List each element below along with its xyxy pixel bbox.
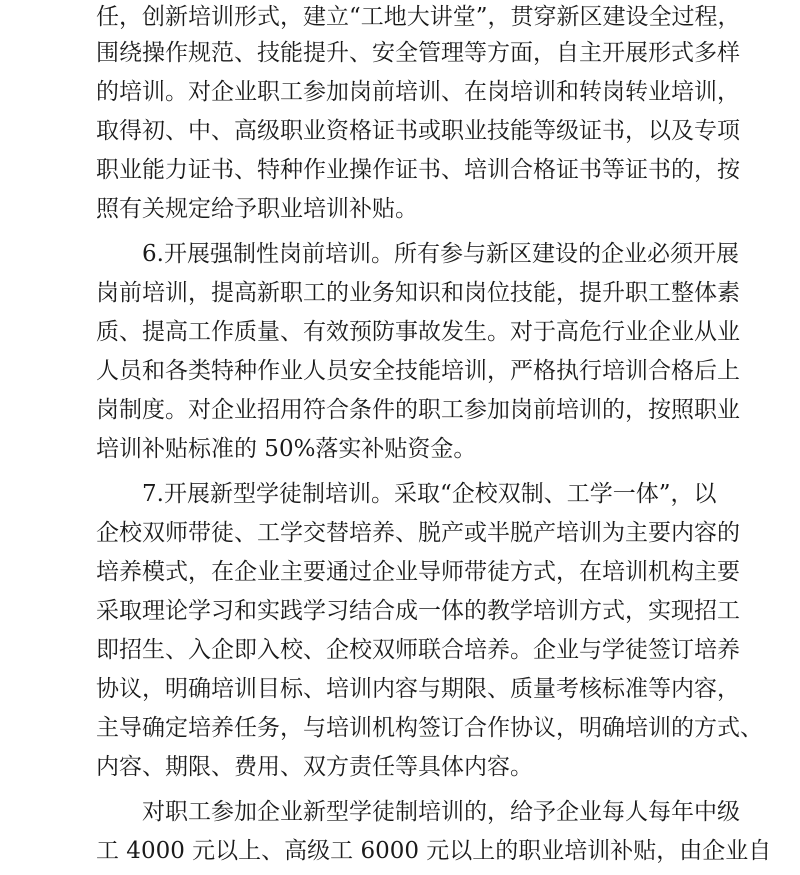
text-line: 培养模式，在企业主要通过企业导师带徒方式，在培训机构主要 xyxy=(96,559,740,585)
text-line: 工 4000 元以上、高级工 6000 元以上的职业培训补贴，由企业自 xyxy=(96,838,772,864)
paragraph-first-line: 对职工参加企业新型学徒制培训的，给予企业每人每年中级 xyxy=(142,799,740,825)
text-line: 任，创新培训形式，建立“工地大讲堂”，贯穿新区建设全过程， xyxy=(96,4,741,30)
text-line: 取得初、中、高级职业资格证书或职业技能等级证书，以及专项 xyxy=(96,118,740,144)
text-line: 采取理论学习和实践学习结合成一体的教学培训方式，实现招工 xyxy=(96,598,740,624)
text-line: 培训补贴标准的 50%落实补贴资金。 xyxy=(96,436,477,462)
text-line: 岗前培训，提高新职工的业务知识和岗位技能，提升职工整体素 xyxy=(96,280,740,306)
text-line: 围绕操作规范、技能提升、安全管理等方面，自主开展形式多样 xyxy=(96,40,740,66)
text-line: 的培训。对企业职工参加岗前培训、在岗培训和转岗转业培训， xyxy=(96,79,740,105)
text-line: 人员和各类特种作业人员安全技能培训，严格执行培训合格后上 xyxy=(96,358,740,384)
text-line: 照有关规定给予职业培训补贴。 xyxy=(96,196,418,222)
text-line: 企校双师带徒、工学交替培养、脱产或半脱产培训为主要内容的 xyxy=(96,520,740,546)
text-line: 岗制度。对企业招用符合条件的职工参加岗前培训的，按照职业 xyxy=(96,397,740,423)
text-line: 质、提高工作质量、有效预防事故发生。对于高危行业企业从业 xyxy=(96,319,740,345)
section-heading-line: 7.开展新型学徒制培训。采取“企校双制、工学一体”，以 xyxy=(142,481,717,507)
text-line: 内容、期限、费用、双方责任等具体内容。 xyxy=(96,754,533,780)
text-line: 主导确定培养任务，与培训机构签订合作协议，明确培训的方式、 xyxy=(96,715,763,741)
section-heading-line: 6.开展强制性岗前培训。所有参与新区建设的企业必须开展 xyxy=(142,241,739,267)
text-line: 职业能力证书、特种作业操作证书、培训合格证书等证书的，按 xyxy=(96,157,740,183)
text-line: 即招生、入企即入校、企校双师联合培养。企业与学徒签订培养 xyxy=(96,637,740,663)
text-line: 协议，明确培训目标、培训内容与期限、质量考核标准等内容， xyxy=(96,676,740,702)
